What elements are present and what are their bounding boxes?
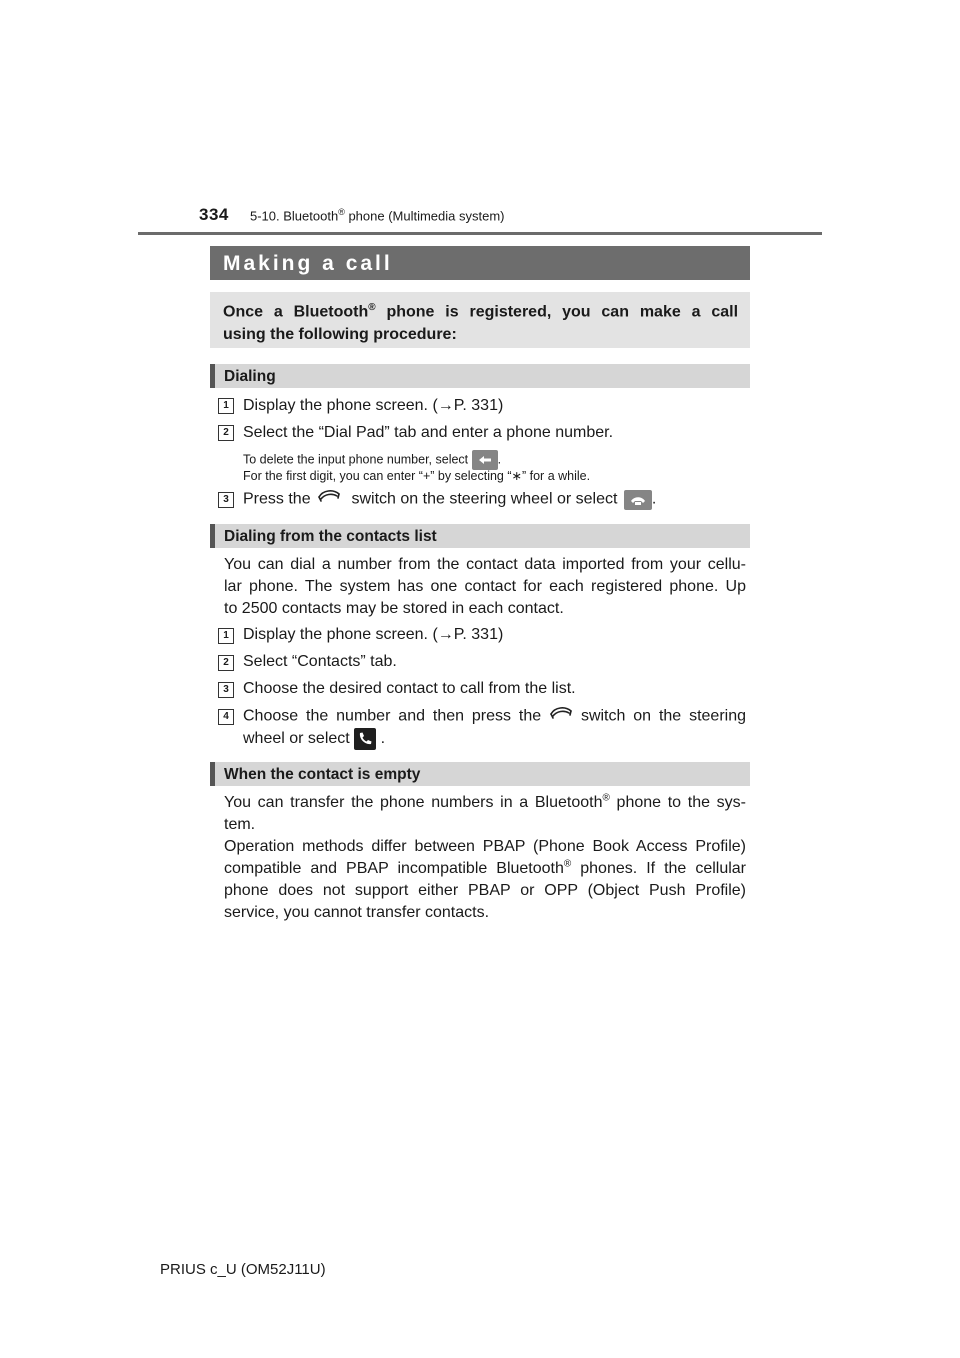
step-number: 4 [218,709,234,725]
phone-handset-icon [549,705,573,728]
contacts-step-4: Choose the number and then press the switch on the steering wheel or select . [243,705,746,750]
step-number: 2 [218,425,234,441]
footer-model-code: PRIUS c_U (OM52J11U) [160,1261,326,1278]
contacts-paragraph: You can dial a number from the contact data imported from your cellu- lar phone. The system has one contact for each registered phone. Up to 2500 contacts may be stored in each contact. [224,556,746,617]
back-arrow-icon [472,450,498,470]
step-number: 1 [218,628,234,644]
step-number: 2 [218,655,234,671]
step-number: 3 [218,492,234,508]
dialing-note-2: For the first digit, you can enter “+” by selecting “∗” for a while. [243,469,591,483]
contacts-step-2: Select “Contacts” tab. [243,653,397,670]
header-rule [138,232,822,235]
contacts-step-1: Display the phone screen. (→P. 331) [243,626,504,643]
section-prefix: 5-10. Bluetooth [250,208,339,224]
dialing-step-3: Press the switch on the steering wheel or select . [243,488,656,511]
section-header [250,207,505,223]
section-suffix: phone (Multimedia system) [344,208,505,224]
dialing-heading: Dialing [210,364,750,388]
page-number: 334 [199,205,229,224]
contacts-heading: Dialing from the contacts list [210,524,750,548]
page-title: Making a call [210,246,750,280]
call-button-icon [354,728,376,750]
empty-heading: When the contact is empty [210,762,750,786]
dialing-note-1: To delete the input phone number, select . [243,450,501,470]
phone-handset-icon [317,488,341,511]
step-number: 1 [218,398,234,414]
intro-line-1: Once a Bluetooth® phone is registered, you can make a call [223,302,739,321]
dialing-step-2: Select the “Dial Pad” tab and enter a phone number. [243,424,614,441]
contacts-step-3: Choose the desired contact to call from the list. [243,680,576,697]
dialing-step-1: Display the phone screen. (→P. 331) [243,397,504,414]
call-button-icon [624,490,652,510]
registered-mark: ® [338,207,345,217]
intro-line-2: using the following procedure: [223,326,457,344]
step-number: 3 [218,682,234,698]
intro-box [210,292,750,348]
empty-paragraph: You can transfer the phone numbers in a Bluetooth® phone to the sys- tem. Operation methods differ between PBAP (Phone Book Access Profile) compatible and PBAP incompatible Bluetooth® phones. If the cellular phone does not support either PBAP or OPP (Object Push Profile) service, you cannot transfer contacts. [224,792,747,921]
